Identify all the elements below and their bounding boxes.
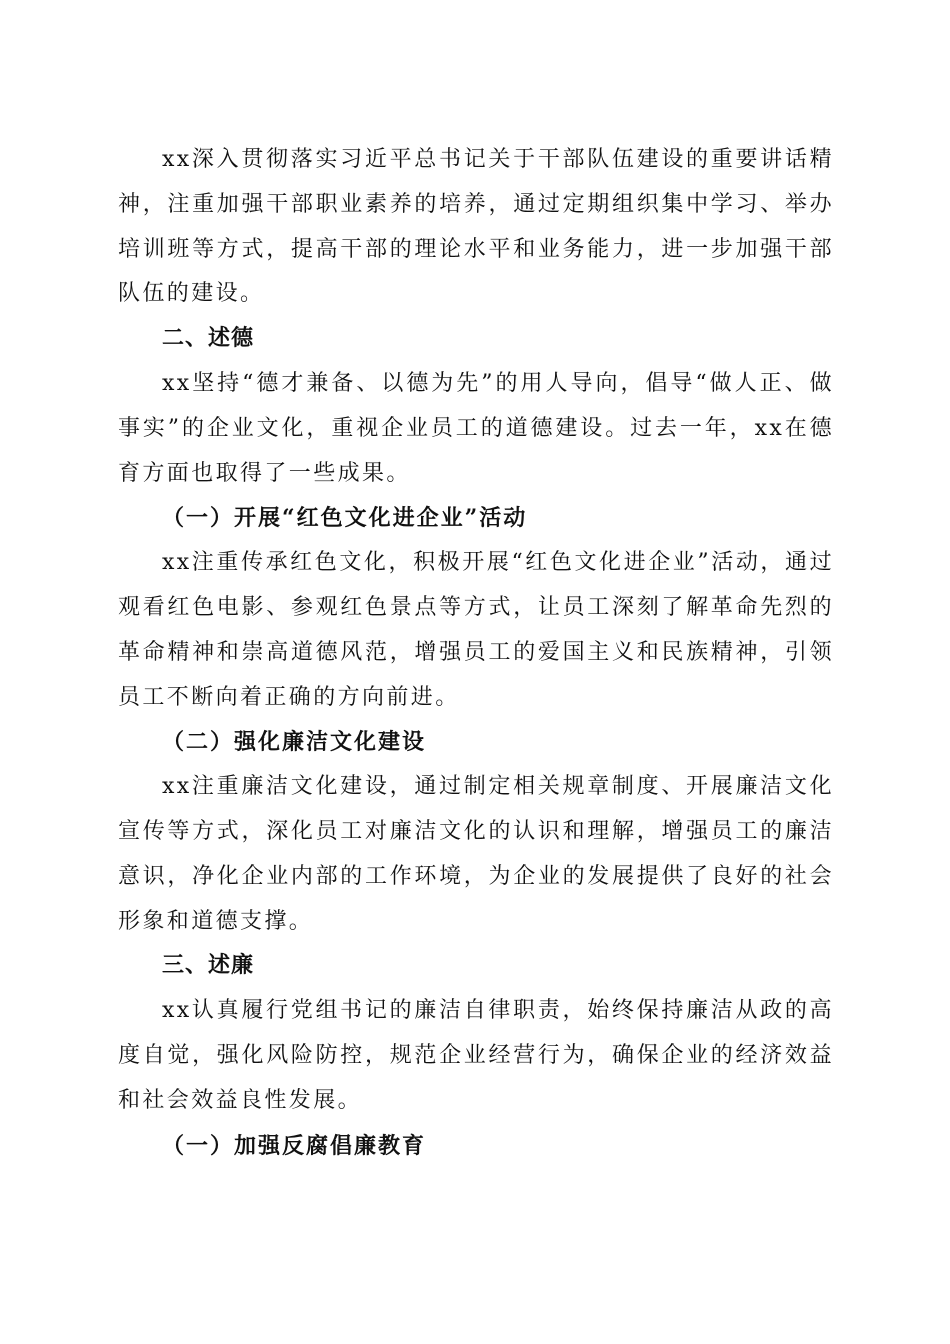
paragraph-morality-intro: xx坚持“德才兼备、以德为先”的用人导向，倡导“做人正、做事实”的企业文化，重视企业员工的道德建设。过去一年，xx在德育方面也取得了一些成果。 (118, 370, 834, 486)
paragraph-integrity-culture: xx注重廉洁文化建设，通过制定相关规章制度、开展廉洁文化宣传等方式，深化员工对廉洁文化的认识和理解，增强员工的廉洁意识，净化企业内部的工作环境，为企业的发展提供了良好的社会形象和道德支撑。 (118, 774, 834, 934)
paragraph-cadre-team-building: xx深入贯彻落实习近平总书记关于干部队伍建设的重要讲话精神，注重加强干部职业素养的培养，通过定期组织集中学习、举办培训班等方式，提高干部的理论水平和业务能力，进一步加强干部队伍的建设。 (118, 147, 834, 307)
section-heading-morality: 二、述德 (162, 326, 255, 352)
subheading-red-culture: （一）开展“红色文化进企业”活动 (162, 505, 528, 532)
subheading-integrity-culture: （二）强化廉洁文化建设 (162, 729, 427, 756)
paragraph-integrity-duties: xx认真履行党组书记的廉洁自律职责，始终保持廉洁从政的高度自觉，强化风险防控，规范企业经营行为，确保企业的经济效益和社会效益良性发展。 (118, 998, 834, 1113)
section-heading-integrity: 三、述廉 (162, 953, 255, 979)
paragraph-red-culture: xx注重传承红色文化，积极开展“红色文化进企业”活动，通过观看红色电影、参观红色景点等方式，让员工深刻了解革命先烈的革命精神和崇高道德风范，增强员工的爱国主义和民族精神，引领员工不断向着正确的方向前进。 (118, 550, 834, 710)
subheading-anti-corruption-education: （一）加强反腐倡廉教育 (162, 1132, 427, 1159)
document-page (118, 138, 834, 1168)
